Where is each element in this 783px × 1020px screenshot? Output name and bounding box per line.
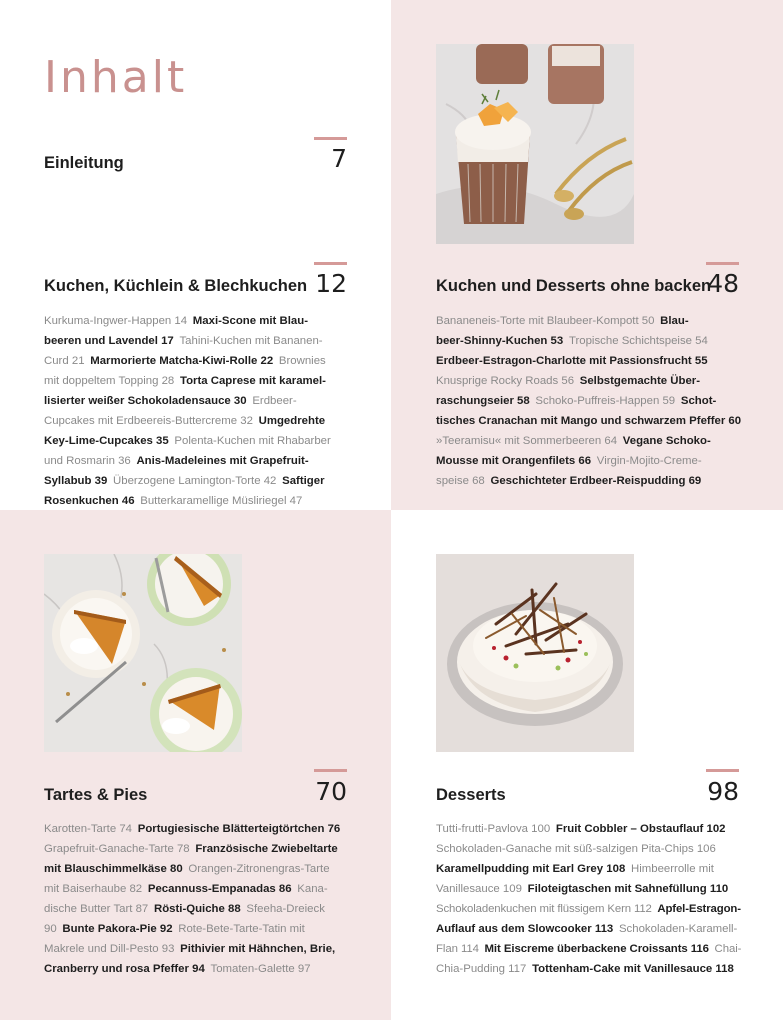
recipe-entry[interactable]: Filoteigtaschen mit Sahnefüllung 110 [527, 883, 729, 895]
recipe-entry[interactable]: 90 [44, 923, 57, 935]
entry-line [436, 311, 741, 331]
entry-line [44, 471, 349, 491]
entry-line [44, 391, 349, 411]
entry-line [436, 451, 741, 471]
recipe-entry[interactable]: Chia-Pudding 117 [436, 963, 527, 975]
kuchen-page-number[interactable]: 12 [315, 269, 347, 298]
pie-slices-photo [44, 554, 242, 752]
recipe-entry[interactable]: Portugiesische Blätterteigtörtchen 76 [137, 823, 341, 835]
recipe-entry[interactable]: Karamellpudding mit Earl Grey 108 [436, 863, 626, 875]
entry-line [44, 919, 349, 939]
pavlova-photo [436, 554, 634, 752]
entry-line [436, 879, 741, 899]
kuchen-entry-list [44, 311, 349, 511]
entry-line [44, 491, 349, 511]
intro-title[interactable]: Einleitung [44, 154, 124, 172]
recipe-entry[interactable]: Himbeerrolle mit [630, 863, 714, 875]
recipe-entry[interactable]: Rösti-Quiche 88 [153, 903, 241, 915]
recipe-entry[interactable]: dische Butter Tart 87 [44, 903, 149, 915]
recipe-entry[interactable]: Schot- [680, 395, 717, 407]
recipe-entry[interactable]: mit doppeltem Topping 28 [44, 375, 175, 387]
entry-line [436, 411, 741, 431]
recipe-entry[interactable]: Orangen-Zitronengras-Tarte [188, 863, 330, 875]
ohne-backen-entry-list [436, 311, 741, 491]
entry-line [44, 371, 349, 391]
entry-line [44, 939, 349, 959]
recipe-entry[interactable]: Syllabub 39 [44, 475, 108, 487]
recipe-entry[interactable]: mit Baiserhaube 82 [44, 883, 143, 895]
recipe-entry[interactable]: Rote-Bete-Tarte-Tatin mit [178, 923, 305, 935]
recipe-entry[interactable]: Makrele und Dill-Pesto 93 [44, 943, 175, 955]
mousse-glasses-illustration [436, 44, 634, 244]
entry-line [436, 959, 741, 979]
entry-line [44, 839, 349, 859]
recipe-entry[interactable]: raschungseier 58 [436, 395, 530, 407]
entry-line [44, 819, 349, 839]
recipe-entry[interactable]: Schokoladen-Karamell- [618, 923, 738, 935]
page-title: Inhalt [44, 52, 188, 103]
desserts-entry-list [436, 819, 741, 979]
recipe-entry[interactable]: Mit Eiscreme überbackene Croissants 116 [484, 943, 709, 955]
kuchen-rule [314, 262, 347, 265]
recipe-entry[interactable]: Erdbeer-Estragon-Charlotte mit Passionsfrucht 55 [436, 355, 708, 367]
recipe-entry[interactable]: Butterkaramellige Müsliriegel 47 [140, 495, 303, 507]
pie-slices-illustration [44, 554, 242, 752]
recipe-entry[interactable]: Überzogene Lamington-Torte 42 [113, 475, 277, 487]
entry-line [436, 431, 741, 451]
entry-line [436, 919, 741, 939]
intro-page-number[interactable]: 7 [331, 144, 347, 173]
recipe-entry[interactable]: Karotten-Tarte 74 [44, 823, 133, 835]
ohne-backen-page-number[interactable]: 48 [707, 269, 739, 298]
recipe-entry[interactable]: Cranberry und rosa Pfeffer 94 [44, 963, 205, 975]
entry-line [44, 451, 349, 471]
recipe-entry[interactable]: Schokoladenkuchen mit flüssigem Kern 112 [436, 903, 652, 915]
entry-line [44, 411, 349, 431]
entry-line [436, 391, 741, 411]
mousse-glasses-photo [436, 44, 634, 244]
recipe-entry[interactable]: Blau- [660, 315, 689, 327]
recipe-entry[interactable]: Tropische Schichtspeise 54 [568, 335, 708, 347]
entry-line [44, 959, 349, 979]
desserts-rule [706, 769, 739, 772]
recipe-entry[interactable]: Cupcakes mit Erdbeereis-Buttercreme 32 [44, 415, 253, 427]
entry-line [436, 371, 741, 391]
recipe-entry[interactable]: Grapefruit-Ganache-Tarte 78 [44, 843, 190, 855]
recipe-entry[interactable]: Pithivier mit Hähnchen, Brie, [180, 943, 336, 955]
recipe-entry[interactable]: Brownies [278, 355, 326, 367]
recipe-entry[interactable]: Virgin-Mojito-Creme- [596, 455, 702, 467]
entry-line [436, 331, 741, 351]
recipe-entry[interactable]: Pecannuss-Empanadas 86 [147, 883, 292, 895]
recipe-entry[interactable]: Erdbeer- [252, 395, 297, 407]
recipe-entry[interactable]: Rosenkuchen 46 [44, 495, 135, 507]
recipe-entry[interactable]: Polenta-Kuchen mit Rhabarber [174, 435, 331, 447]
recipe-entry[interactable]: Tottenham-Cake mit Vanillesauce 118 [532, 963, 734, 975]
recipe-entry[interactable]: Anis-Madeleines mit Grapefruit- [136, 455, 309, 467]
entry-line [44, 879, 349, 899]
entry-line [436, 839, 741, 859]
recipe-entry[interactable]: Saftiger [282, 475, 325, 487]
tartes-title[interactable]: Tartes & Pies [44, 786, 148, 804]
recipe-entry[interactable]: und Rosmarin 36 [44, 455, 131, 467]
recipe-entry[interactable]: lisierter weißer Schokoladensauce 30 [44, 395, 247, 407]
entry-line [436, 859, 741, 879]
entry-line [44, 859, 349, 879]
ohne-backen-rule [706, 262, 739, 265]
desserts-page-number[interactable]: 98 [707, 777, 739, 806]
recipe-entry[interactable]: Tutti-frutti-Pavlova 100 [436, 823, 551, 835]
pavlova-illustration [436, 554, 634, 752]
recipe-entry[interactable]: beeren und Lavendel 17 [44, 335, 174, 347]
entry-line [44, 351, 349, 371]
recipe-entry[interactable]: Vanillesauce 109 [436, 883, 522, 895]
recipe-entry[interactable]: Chai- [714, 943, 742, 955]
entry-line [436, 939, 741, 959]
recipe-entry[interactable]: speise 68 [436, 475, 485, 487]
recipe-entry[interactable]: Flan 114 [436, 943, 479, 955]
recipe-entry[interactable]: Französische Zwiebeltarte [195, 843, 338, 855]
entry-line [44, 311, 349, 331]
recipe-entry[interactable]: Kana- [297, 883, 328, 895]
entry-line [44, 431, 349, 451]
entry-line [44, 899, 349, 919]
entry-line [436, 351, 741, 371]
entry-line [436, 819, 741, 839]
recipe-entry[interactable]: Umgedrehte [258, 415, 326, 427]
recipe-entry[interactable]: Fruit Cobbler – Obstauflauf 102 [555, 823, 726, 835]
recipe-entry[interactable]: »Teeramisu« mit Sommerbeeren 64 [436, 435, 618, 447]
recipe-entry[interactable]: Maxi-Scone mit Blau- [192, 315, 308, 327]
recipe-entry[interactable]: Schokoladen-Ganache mit süß-salzigen Pita-Chips 106 [436, 843, 716, 855]
recipe-entry[interactable]: Bunte Pakora-Pie 92 [62, 923, 173, 935]
entry-line [44, 331, 349, 351]
recipe-entry[interactable]: Sfeeha-Dreieck [246, 903, 325, 915]
kuchen-title[interactable]: Kuchen, Küchlein & Blechkuchen [44, 277, 308, 295]
entry-line [436, 899, 741, 919]
recipe-entry[interactable]: tisches Cranachan mit Mango und schwarzem Pfeffer 60 [436, 415, 742, 427]
recipe-entry[interactable]: Apfel-Estragon- [657, 903, 741, 915]
recipe-entry[interactable]: Curd 21 [44, 355, 85, 367]
ohne-backen-title[interactable]: Kuchen und Desserts ohne backen [436, 277, 712, 295]
recipe-entry[interactable]: Bananeneis-Torte mit Blaubeer-Kompott 50 [436, 315, 655, 327]
recipe-entry[interactable]: mit Blauschimmelkäse 80 [44, 863, 183, 875]
recipe-entry[interactable]: Selbstgemachte Über- [579, 375, 701, 387]
entry-line [436, 471, 741, 491]
recipe-entry[interactable]: Vegane Schoko- [622, 435, 711, 447]
desserts-title[interactable]: Desserts [436, 786, 506, 804]
tartes-rule [314, 769, 347, 772]
recipe-entry[interactable]: beer-Shinny-Kuchen 53 [436, 335, 564, 347]
tartes-entry-list [44, 819, 349, 979]
recipe-entry[interactable]: Key-Lime-Cupcakes 35 [44, 435, 169, 447]
recipe-entry[interactable]: Auflauf aus dem Slowcooker 113 [436, 923, 614, 935]
tartes-page-number[interactable]: 70 [315, 777, 347, 806]
recipe-entry[interactable]: Knusprige Rocky Roads 56 [436, 375, 575, 387]
recipe-entry[interactable]: Marmorierte Matcha-Kiwi-Rolle 22 [90, 355, 274, 367]
recipe-entry[interactable]: Geschichteter Erdbeer-Reispudding 69 [490, 475, 702, 487]
recipe-entry[interactable]: Schoko-Puffreis-Happen 59 [535, 395, 676, 407]
recipe-entry[interactable]: Torta Caprese mit karamel- [179, 375, 326, 387]
recipe-entry[interactable]: Mousse mit Orangenfilets 66 [436, 455, 592, 467]
recipe-entry[interactable]: Tahini-Kuchen mit Bananen- [179, 335, 323, 347]
intro-rule [314, 137, 347, 140]
recipe-entry[interactable]: Kurkuma-Ingwer-Happen 14 [44, 315, 188, 327]
recipe-entry[interactable]: Tomaten-Galette 97 [210, 963, 311, 975]
